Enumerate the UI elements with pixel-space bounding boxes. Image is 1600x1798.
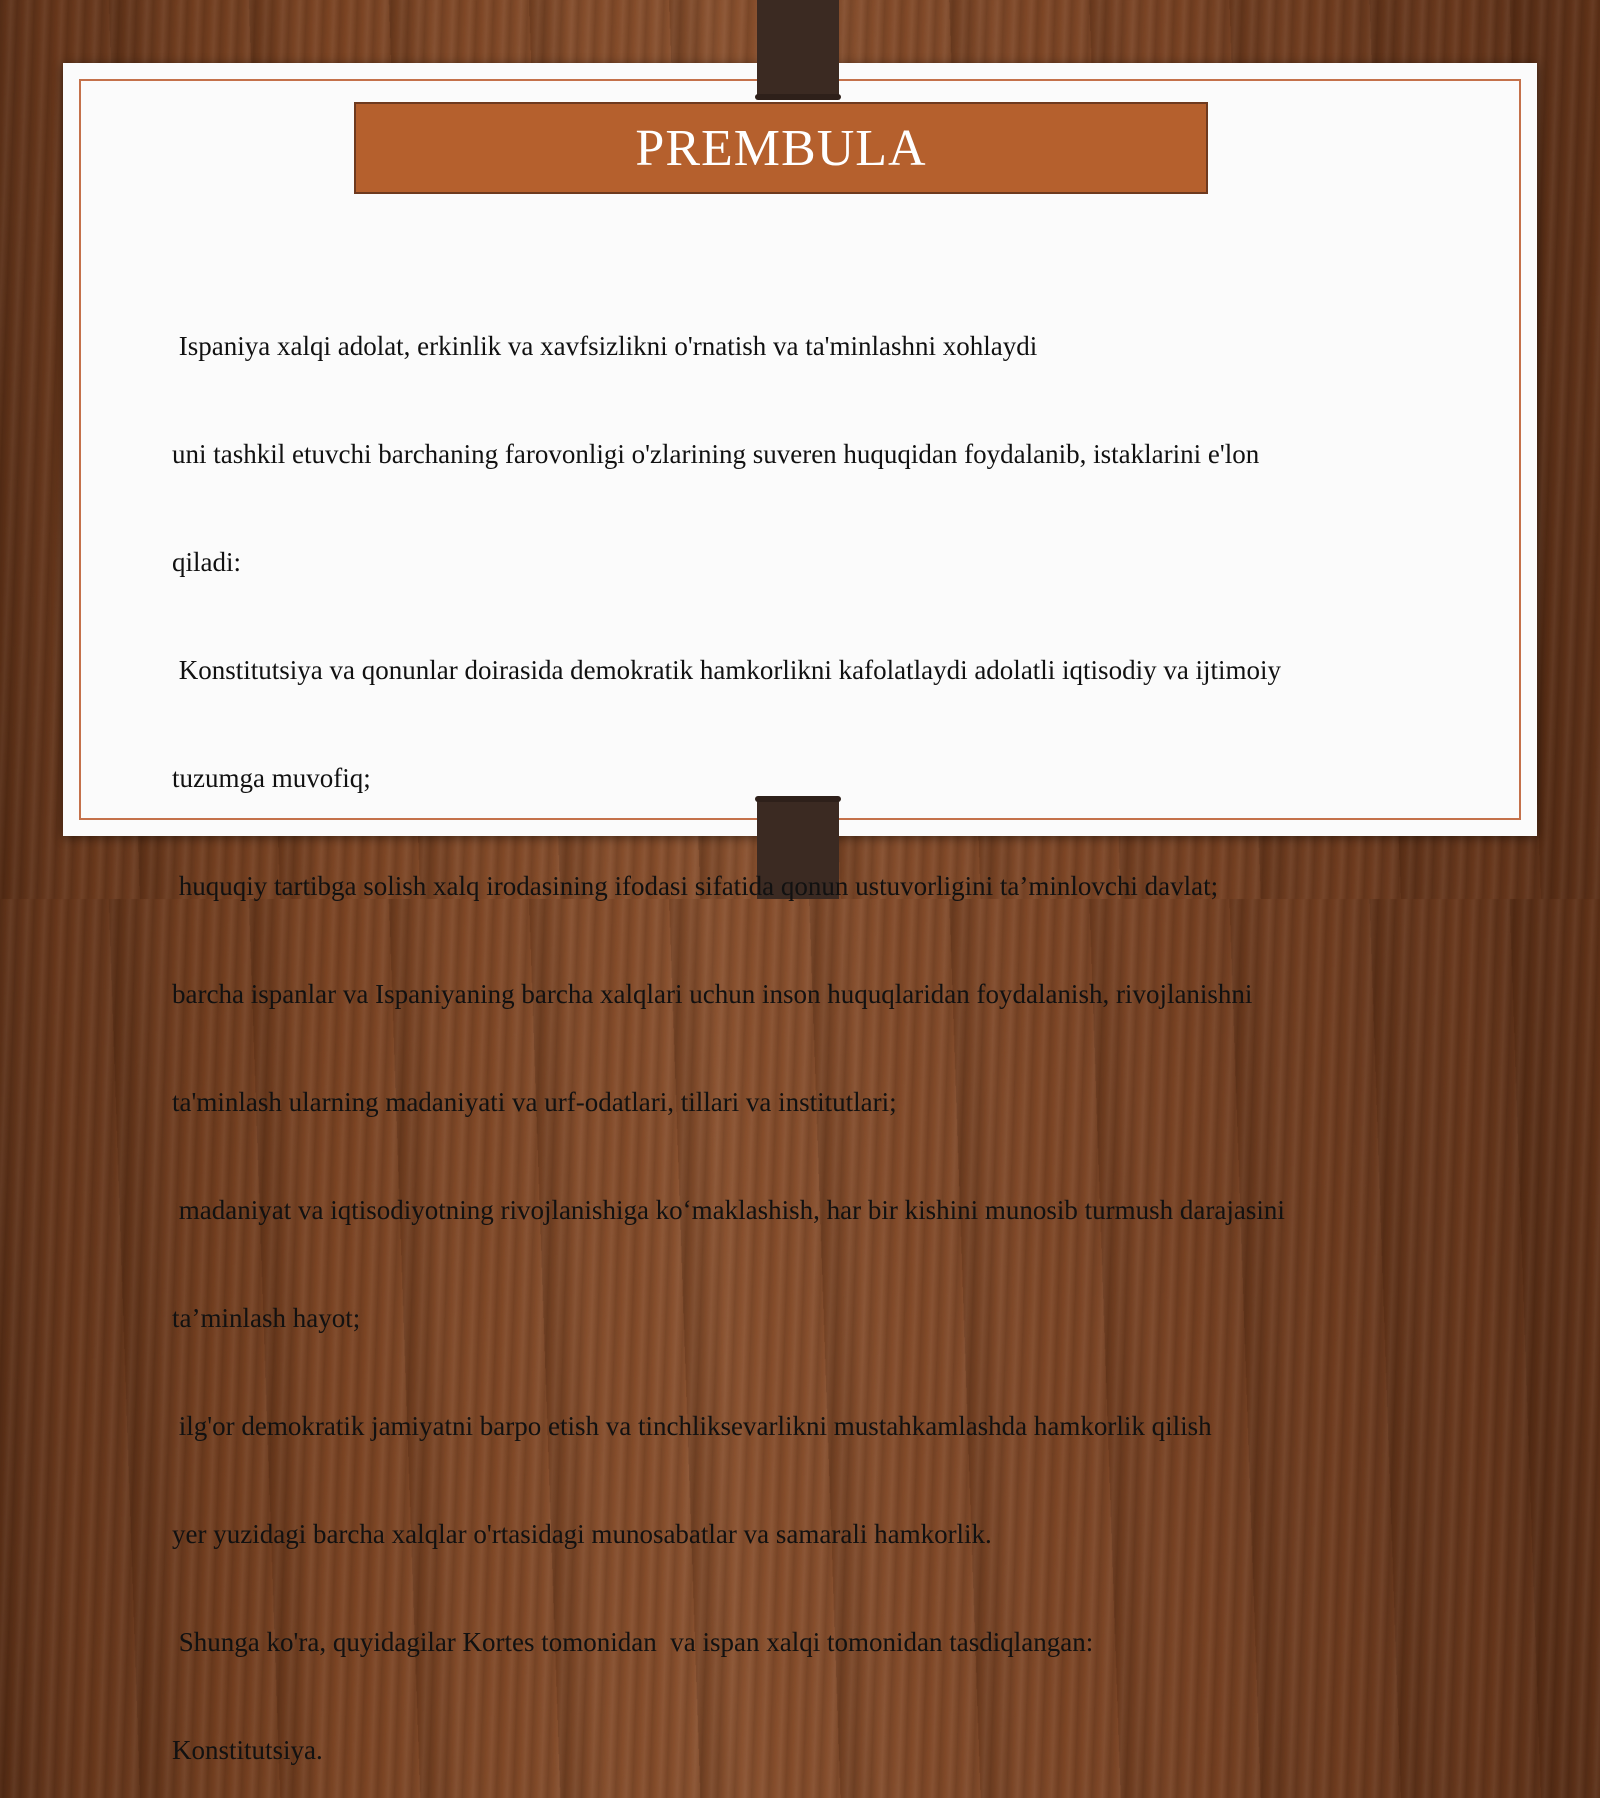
text-line: Konstitutsiya.: [172, 1735, 323, 1765]
text-line: Konstitutsiya va qonunlar doirasida demokratik hamkorlikni kafolatlaydi adolatli iqtisodiy va ijtimoiy: [172, 655, 1282, 685]
text-line: yer yuzidagi barcha xalqlar o'rtasidagi munosabatlar va samarali hamkorlik.: [172, 1519, 992, 1549]
text-line: ilg'or demokratik jamiyatni barpo etish va tinchliksevarlikni mustahkamlashda hamkorlik qilish: [172, 1411, 1212, 1441]
preamble-text: [172, 256, 1452, 1798]
text-line: Ispaniya xalqi adolat, erkinlik va xavfsizlikni o'rnatish va ta'minlashni xohlaydi: [172, 331, 1038, 361]
text-line: Shunga ko'ra, quyidagilar Kortes tomonidan va ispan xalqi tomonidan tasdiqlangan:: [172, 1627, 1094, 1657]
text-line: barcha ispanlar va Ispaniyaning barcha xalqlari uchun inson huquqlaridan foydalanish, rivojlanishni: [172, 979, 1253, 1009]
text-line: qiladi:: [172, 547, 241, 577]
top-strap: [757, 0, 839, 98]
text-line: ta'minlash ularning madaniyati va urf-odatlari, tillari va institutlari;: [172, 1087, 897, 1117]
text-line: madaniyat va iqtisodiyotning rivojlanishiga ko‘maklashish, har bir kishini munosib turmush darajasini: [172, 1195, 1285, 1225]
slide-title: PREMBULA: [635, 119, 927, 177]
text-line: uni tashkil etuvchi barchaning farovonligi o'zlarining suveren huquqidan foydalanib, istaklarini e'lon: [172, 439, 1260, 469]
title-banner: [354, 102, 1208, 194]
text-line: ta’minlash hayot;: [172, 1303, 361, 1333]
text-line: huquqiy tartibga solish xalq irodasining ifodasi sifatida qonun ustuvorligini ta’minlovchi davlat;: [172, 871, 1219, 901]
text-line: tuzumga muvofiq;: [172, 763, 371, 793]
